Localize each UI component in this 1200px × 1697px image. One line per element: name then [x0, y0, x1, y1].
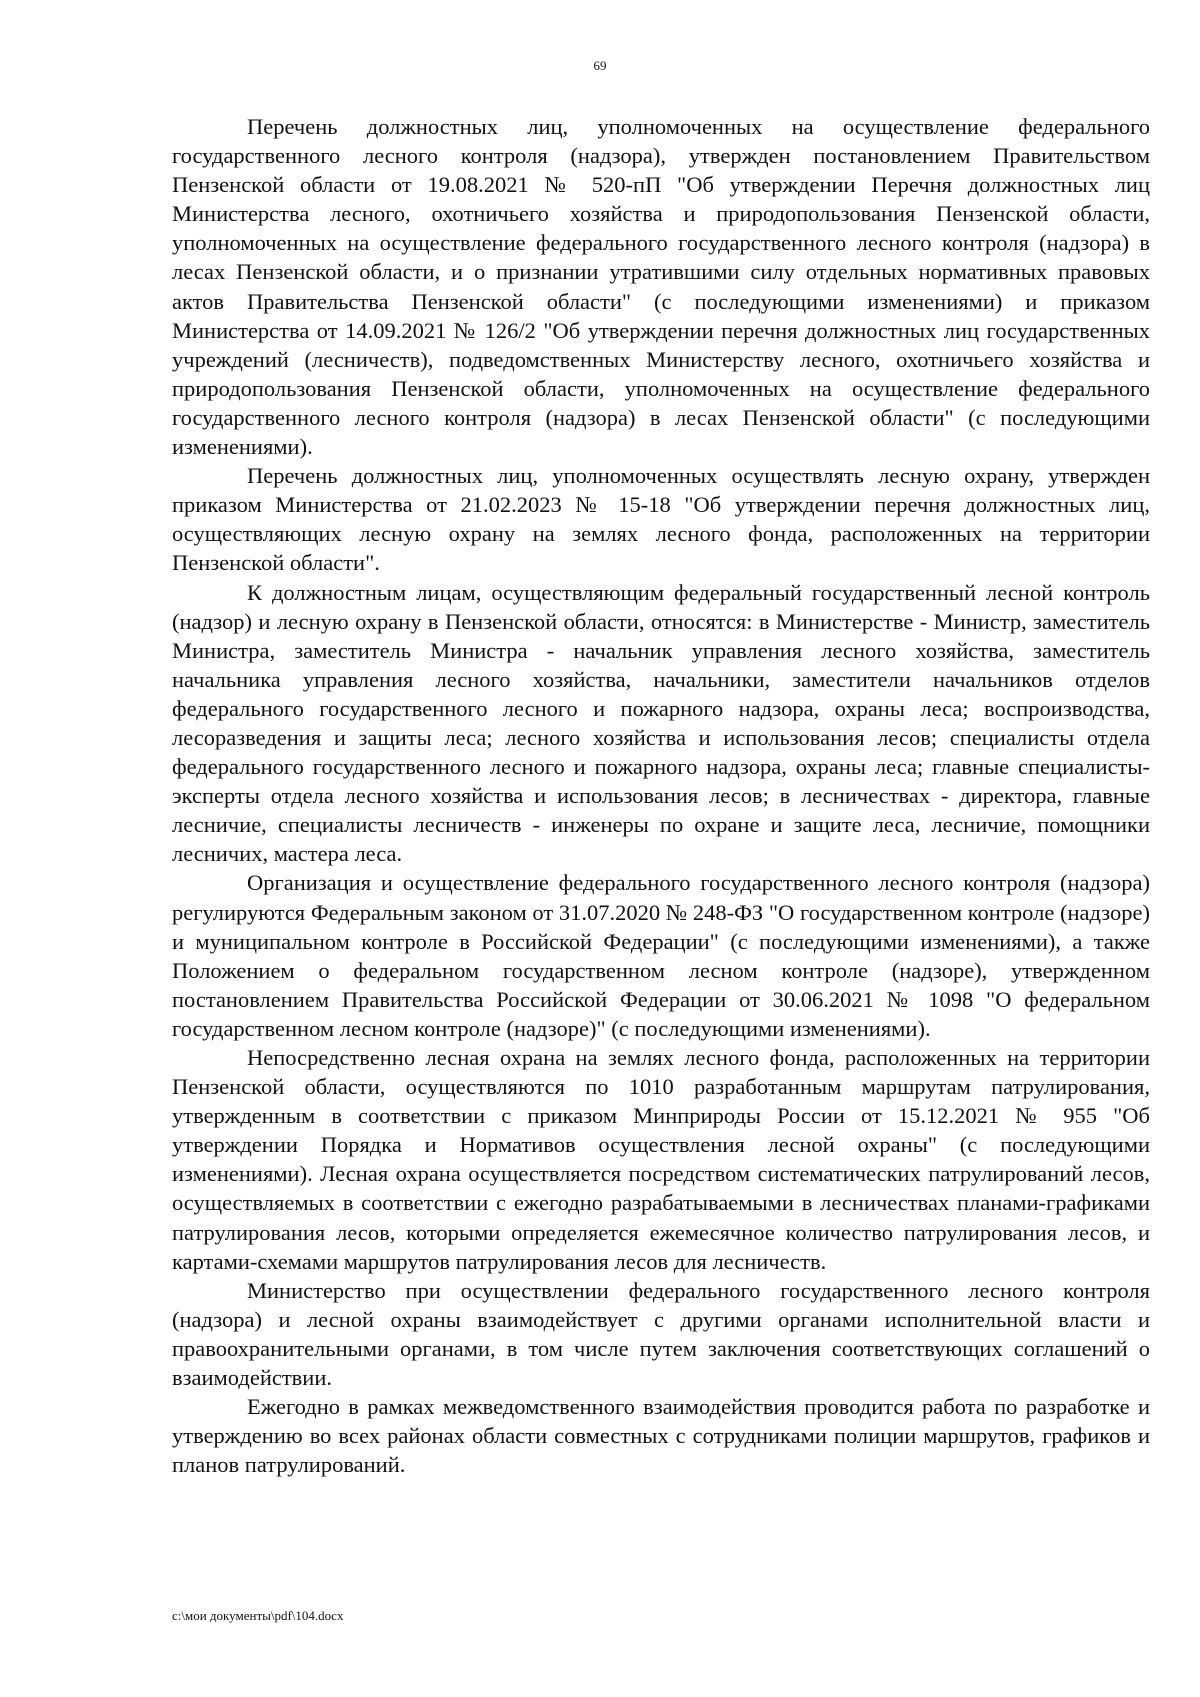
paragraph-officials-forest-guard: Перечень должностных лиц, уполномоченных осуществлять лесную охрану, утвержден приказом Министерства от 21.02.2023 № 15-18 "Об утверждении перечня должностных лиц, осуществляющих лесную охрану на землях лесного фонда, расположенных на территории Пензенской области".: [172, 463, 1150, 576]
paragraph-officials-forest-control: Перечень должностных лиц, уполномоченных на осуществление федерального государственного лесного контроля (надзора), утвержден постановлением Правительством Пензенской области от 19.08.2021 № 520-пП "Об утверждении Перечня должностных лиц Министерства лесного, охотничьего хозяйства и природопользования Пензенской области, уполномоченных на осуществление федерального государственного лесного контроля (надзора) в лесах Пензенской области, и о признании утратившими силу отдельных нормативных правовых актов Правительства Пензенской области" (с последующими изменениями) и приказом Министерства от 14.09.2021 № 126/2 "Об утверждении перечня должностных лиц государственных учреждений (лесничеств), подведомственных Министерству лесного, охотничьего хозяйства и природопользования Пензенской области, уполномоченных на осуществление федерального государственного лесного контроля (надзора) в лесах Пензенской области" (с последующими изменениями).: [172, 114, 1150, 460]
paragraph-interaction: Министерство при осуществлении федерального государственного лесного контроля (надзора) и лесной охраны взаимодействует с другими органами исполнительной власти и правоохранительными органами, в том числе путем заключения соответствующих соглашений о взаимодействии.: [172, 1277, 1150, 1391]
paragraph-regulation: Организация и осуществление федерального государственного лесного контроля (надзора) регулируются Федеральным законом от 31.07.2020 № 248-ФЗ "О государственном контроле (надзоре) и муниципальном контроле в Российской Федерации" (с последующими изменениями), а также Положением о федеральном государственном лесном контроле (надзоре), утвержденном постановлением Правительства Российской Федерации от 30.06.2021 № 1098 "О федеральном государственном лесном контроле (надзоре)" (с последующими изменениями).: [172, 870, 1150, 1041]
footer-file-path: c:\мои документы\pdf\104.docx: [172, 1608, 344, 1623]
paragraph-officials-list: К должностным лицам, осуществляющим федеральный государственный лесной контроль (надзор) и лесную охрану в Пензенской области, относятся: в Министерстве - Министр, заместитель Министра, заместитель Министра - начальник управления лесного хозяйства, заместитель начальника управления лесного хозяйства, начальники, заместители начальников отделов федерального государственного лесного и пожарного надзора, охраны леса; воспроизводства, лесоразведения и защиты леса; лесного хозяйства и использования лесов; специалисты отдела федерального государственного лесного и пожарного надзора, охраны леса; главные специалисты-эксперты отдела лесного хозяйства и использования лесов; в лесничествах - директора, главные лесничие, специалисты лесничеств - инженеры по охране и защите леса, лесничие, помощники лесничих, мастера леса.: [172, 579, 1150, 867]
paragraph-joint-patrols: Ежегодно в рамках межведомственного взаимодействия проводится работа по разработке и утверждению во всех районах области совместных с сотрудниками полиции маршрутов, графиков и планов патрулирований.: [172, 1394, 1150, 1478]
document-body: [172, 112, 1150, 1479]
paragraph-patrol-routes: Непосредственно лесная охрана на землях лесного фонда, расположенных на территории Пензенской области, осуществляются по 1010 разработанным маршрутам патрулирования, утвержденным в соответствии с приказом Минприроды России от 15.12.2021 № 955 "Об утверждении Порядка и Нормативов осуществления лесной охраны" (с последующими изменениями). Лесная охрана осуществляется посредством систематических патрулирований лесов, осуществляемых в соответствии с ежегодно разрабатываемыми в лесничествах планами-графиками патрулирования лесов, которыми определяется ежемесячное количество патрулирования лесов, и картами-схемами маршрутов патрулирования лесов для лесничеств.: [172, 1045, 1150, 1274]
page-number: 69: [593, 58, 607, 73]
